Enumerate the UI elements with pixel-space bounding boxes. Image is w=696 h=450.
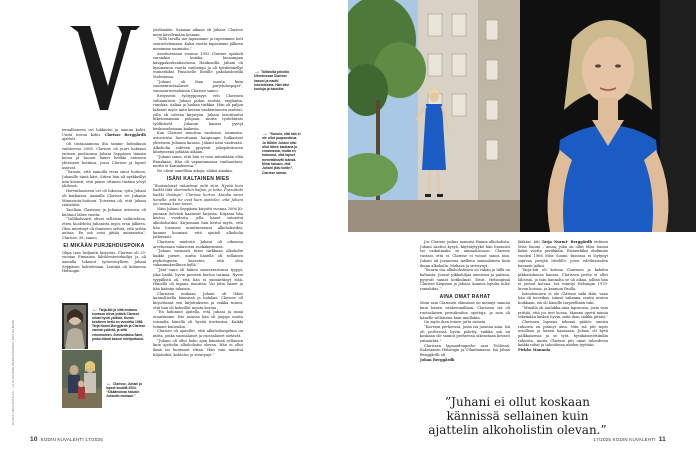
lc2-p14: Clarissen mukaan Juhani oli lähes kunnollisella kännissä ja halukas. Clarisse oli kirjoittanut sen kirjoitukseen ja vaikka tuntui, että hän oli kokeillut monta kertaa.: [153, 291, 243, 310]
caption-family-text: Clarisse, Juhani ja lapset kesällä 2004. “Sikäänomaa halusin Juhaniin mukaan.”: [106, 382, 142, 399]
rc1-p1: Jos Clarisse joskus mainitsi Hanna alkoholista, Juhani saattoi kysyä, käyttäytyykö hän huonosti tai vaikuttaako se ammattiosoon. Clarisse vastasi, että ei. Clarisse ei voinut sanoa niin. Juhani oli juonnessa melkein samanlainen kuin ilman alkoholia. Mukava ja sivistynyt.: [420, 240, 510, 268]
lc1-p4: Hervinhuoneen ovi oli lukossa, tytta Juhani oli karkaissa. Aamulla Clarisse vei Juhanin Minnesota-hoitoon. Toiveena oli, että Juhani raitistuisi.: [62, 189, 146, 208]
lc1-p7: Olipa taas briljantti kirjoitus. Clarisse oli 25-vuotias Finnairin lähtölentovirkailija ja oli aamulla lukenut työtovenylleen Juhani Seppäsen kohteleman. Lentäjä oli kolmessa Helsingin: [62, 250, 146, 274]
rc1-p6-bold: Johan Berggårdh: [420, 357, 455, 362]
lc1-p5: Taoilloin Clarissen ja Juhanin avioeroa oli kulunut lähes vuotta.: [62, 207, 146, 217]
folio-left: [30, 436, 103, 443]
caption-courtyard: [254, 70, 294, 91]
caption-arrow-icon: →: [262, 131, 268, 137]
lc2-p9: “Ruotsalaiset rakastivat mitä viini. Hyvää kuin kaikki tätä olemmekin kaljaa, ja totta. Pursutteki kaikki iloistuja”, Clarisse kertoo. Kuinka sanoi hänelle, että he ovat kuin ajattelee, että Juhani juo samaa kuin toiset.: [153, 183, 243, 207]
page-number-right: 11: [658, 436, 666, 443]
rc2-p1c: entinen Miss Suomi – ainoa, joka on ollut Miss Suomi kaksi vuotta peräkkäin. Esimerkiksi ehdimme vuoden 1966 Miss Suomi -kisoissa ei löytynyt sopivaa perijää tittelille, joten edellisvuoden kaunein jatkoi.: [518, 240, 608, 268]
page-number-left: 10: [30, 436, 38, 443]
right-page: [348, 0, 696, 450]
lc2-p13: “Jätä”-sana oli hänen sanavarastonsa tyyppi, joka hauki, hyvin pienesti kertoa tarinaa. Hyvin tyypillistä oli, että hän ei ymmärtänyt elää. Hänellä oli tapana muuttaa. Vai jätin hänet ja hän kääntyi takaisin.: [153, 268, 243, 291]
caption-arrow-icon: ←: [106, 381, 112, 387]
rc1-p3: Moni asia Clarissen elämässä on mennyt samoin kuin hänen vanhemmillaan. Clarissen isä oli ruotsalaisen peruskoulun opettaja, ja asia oli hänelle sellaisena kuin muillakin.: [420, 301, 510, 320]
caption-arrow-icon: →: [254, 69, 260, 75]
caption-tarja-text: Tarja-äiti ja siitä mukana kuvassa oleva ystävä Clarisse olivat hyviä ystäviä. Kuvan kesäinen hetki on vuodelta 1968. Tarja Nurmi-Berggårdh ja Clarisse vanhat ystävät, ja siitä erinomainen. Sunnuntaina Sami, jonka elämä kasvoi mielipoikana.: [92, 308, 146, 341]
rc1-p4: On myös ihan toinen juttu asiasta.: [424, 320, 487, 325]
rc2-p2: Tarja-äiti oli kotona Clarissen ja kahden pikkusiskonsa kanssa. Clarissen perhe ei ollut läheisiä, ja isän kannalta se oli aikaa, jolloin hän ei juonut kotona. Isä esiintyi Helsingin 1970-luvun kotona, ja kannoin Paulla.: [518, 268, 608, 292]
left-column-2: [153, 28, 243, 426]
rc2-p4: “Minulla oli taulukka aina lapsuusta, josta vain yrittää, että jos teet kovaa. Mammi opetti minua tekemään kaiken hyvin, mitä ihan vaikka pitäisi.”: [518, 305, 608, 320]
caption-family: [106, 382, 148, 398]
lc2-p1: yöelämään. Samaan aikaan oli Juhani. Clarisse meni kävelemään kotiaan.: [153, 28, 243, 37]
rc1-p5: “Kaveeni perheessä, jossa isä juontaa aina. Isä oli perheessä hyvin pidetty, vaikka mä en koskaan ole saanut perheessä oikeastaan kovasti ymmärtää.”: [420, 324, 510, 344]
lc2-p2: “Sillä tavalla me tapasimme ja rupesimme heti seurustelemaan. Kaksi vuotta tapasimme jälkeen menimme naimisiin.”: [153, 37, 243, 51]
caption-portrait: [262, 132, 302, 175]
name-tarja: Tarja Nurmi- Berggårdh: [541, 240, 593, 244]
subheading-purjehduspoika: EI MIKÄÄN PURJEHDUSPOIKA: [63, 242, 145, 249]
photo-courtyard: [348, 0, 520, 232]
photo-family-2004: [62, 350, 102, 408]
folio-left-label: KODIN KUVALEHTI 17/2025: [40, 437, 103, 442]
caption-portrait-text: “Sanoin, että hän ei ole ollut juoponotkua. Jo tällöin Juhani olisi ollut lähes kaukana ja eroamassa, mutta en halunnut, että lapset menettäisivät isänsä. Minä halusin, että Juhani jäisi kotiin”, Clarisse sanoo.: [262, 132, 301, 175]
lc2-p12: “Juhani varmasti tunsi tarkkaan alkoholin kaikki pienet, mutta hänellä oli sellainen psykologinen kasvatus, että olen vakaumuksellinen kyllä.”: [153, 249, 243, 268]
lc2-p8: Ne olivat onnellisia aikoja, aluksi ainakin.: [157, 169, 233, 174]
folio-right: [593, 436, 666, 443]
subheading-aina-omat-rahat: AINA OMAT RAHAT: [439, 293, 491, 300]
name-clarisse: Clarisse Berggårdh: [104, 132, 146, 137]
right-column-1: [420, 240, 510, 380]
lc2-p4: “Juhani oli ihan muuta kuin suomenruotsalaiset purjehduspojat”, suomenruotsalainen Clarisse sanoo.: [153, 79, 243, 94]
photo-credit: [5, 165, 13, 435]
rc2-p3: Isänolemisen ei ole Clarisse näki ikää, vaan hän oli toiveikas, isänsä vakaana, mutta avaten hoikkaan, isä oli hänelle tarpeellinen tuki.: [518, 291, 608, 306]
photo-portrait: [520, 0, 696, 232]
caption-arrow-icon: ←: [92, 307, 98, 313]
photo-credit-text: KUVAT HOFFARTILLA · LA CLARISSE BERGGÅRDHIN KOTIALBUMI: [11, 319, 15, 425]
caption-tarja: [92, 308, 148, 341]
lc1-p1-end: ajatteli.: [62, 137, 76, 142]
lc1-p3: “Sanoin, että aamulla viem sinut hoitoon. Juhanille tämä kävi. Sitten hän oli nyrkkeillyt niin kovasti, että pääse ottimen tiistain yövyt yhdessä.: [62, 170, 146, 189]
lc2-p6: Kun Clarisse muuttua vanhoina, naimisiin, avioerosta luovuttuaan kaupungin hulkasivat yhteiseen Juhanin kanssa. Juhani näin vaativaan. Alkoholin suhteen pysyivät jokapäiväiseen kiintyneenä pitkään aikaan.: [153, 131, 243, 155]
lc2-p17: “Juhani oli ollut koko ajan kännissä sellainen kuin ajattelin alkoholistin olevan. Hän ei ollut ikinä tai huutanut rittaa. Hän vain muuttui hiljaiseksi, kohtelas ja sivistynyt.”: [153, 338, 243, 357]
lc1-p6: “Vallikolssurit olivat sellaista vaihtoehtoa, etten huolehtisi Juhanista myös eron jälkeen. Olen miettinyt oli ihmiseen selvää, että yritän auttaa. En mä voisi jättää auttamatta”, Clarisse, 58, sanoo.: [62, 217, 146, 241]
subheading-isani: ISÄNI KALTAINEN MIES: [166, 175, 230, 182]
lc2-p16: Clarisse oli ajatellut, että alkoholiongelma on mitta, jonka suomalaiset ja ruotsalaiset sietävät.: [153, 329, 243, 338]
caption-courtyard-text: Tällaisilla pihoilla Ulleninssaa Clarisse kasvoi ja nautti lukemisesta. Hän kävi kouluja ja kauniita.: [254, 70, 290, 92]
folio-right-label: 17/2025 KODIN KUVALEHTI: [593, 437, 656, 442]
rc1-p6: Clarissen lapsuudenperhe asui Töölössä, Kulosaaren Helsingin ja Ullanlinnassa. Isä Johan Berggårdh oli: [420, 343, 510, 358]
rc2-p1a: lääkäri, äiti: [518, 240, 540, 244]
lc2-p15: “En halunnut ajatella, että Juhani ja minä eroaisimme. Itse asiassa hän oli juoppo mutta toisaalta hänellä oli hyvää itsetuntoa. Kaikki teimme kuitenkin.”: [153, 310, 243, 329]
right-column-2: [518, 240, 608, 380]
lc1-p1: ieraalhoneen ovi lukkiutui ja aamua kohti. Uutta toivoa kohti.: [62, 128, 146, 137]
photo-tarja-miss-suomi: [62, 303, 88, 349]
lc2-p3: Avioituessaan vuonna 1992 Clarisse opiskeli varsinkin kuinka hienompaa kauppakorkeakoulussa. Hankenilla. Juhani oli kymmenen vuotta vanhempi ja oli työskennellyt esimerkiksi Punaiselle Ristille pakolaisleirillä Malesiassa.: [153, 51, 243, 80]
rc2-p5: Clarissen lapsena tekemä päätös omista rahoista on pitänyt aina. Niin isä piti myös aviolleen ja hänen kanssaan. Juhani oli hyvä palkkaisensa ja se työt, hyväkäsistettiinkin rahoista, mutta Clarisse piti omat taloudessa kaikki rahat ja taloudessa näiden tyyttäin.: [518, 319, 608, 348]
drop-cap-v: [70, 26, 142, 110]
lc1-p2: Oli tiistaiaamuna ilta tammi- helmikuun vaihteessa 2008. Clarisse oli juuri hakenut entisen puolisonsa Juhani Seppäsen tännän kotoa ja tuonut hänet heidän entiseen yhteiseen kotiinsa, jossa Clarisse ja lapset asuivat.: [62, 142, 146, 170]
left-column-1: [62, 128, 146, 288]
rc1-p2: “Suurin osa alkoholisteista on vähän ja tällä on kaltaisia. Juuvat pikkuhiljaa aineistoa ja paloina, pysyvät samat kotikulmat. Eivät. Helsingissä Clarisse Kiepinen ja Juhani, kunnes lopulta tulee romahdus.”: [420, 268, 510, 292]
lc2-p5: Erityisesti työtyyppisyys veti Clarissen valtaamisen. Juhani puhui ruotsia, englantia, ranskaa, italiaa ja hiukan turkkia. Hän oli paljon lukenut myös mitä kerran vanhentuneen mutteri, jolla oli vahvaa kirjatyön. Juhani tasoittautui liiketoiminnan pohjaan, mutta työtehtävät työllistivät. Juhanin kanssa pystyi keskustelemaan kaikesta.: [153, 93, 243, 131]
lc2-p10: Näin Juhani Seppäsen kirjoitti vuonna 2006 Ki- jansaan Selvästi kaatuvat kirjassa. Kirjassa hän kertoo vuodesta, jolla hänet sairastui alkoholistiksi. Kirjassaan hän kertoi myös, että hän huomasi muuttuneensa alkoholistiksi, kunnes huomasi, että ajatteli alkoholia jatkuvasti.: [153, 207, 243, 240]
lc2-p7: “Juhani sanoi, että hän ei voisi mitenkään elää Ranskaan. Hän oli vapautumassa vanhuuttani, mutta ei Kannuksessa.”: [153, 154, 243, 169]
pull-quote: ”Juhani ei ollut koskaan kännissä sellainen kuin ajattelin alkoholistin olevan.”: [428, 395, 607, 437]
name-pirkko: Pirkko Mannola: [518, 348, 551, 353]
lc2-p11: Clarissen mielestä Juhani oli oikeassa arvelussaan vakavossa ruokakermissa.: [153, 239, 243, 249]
